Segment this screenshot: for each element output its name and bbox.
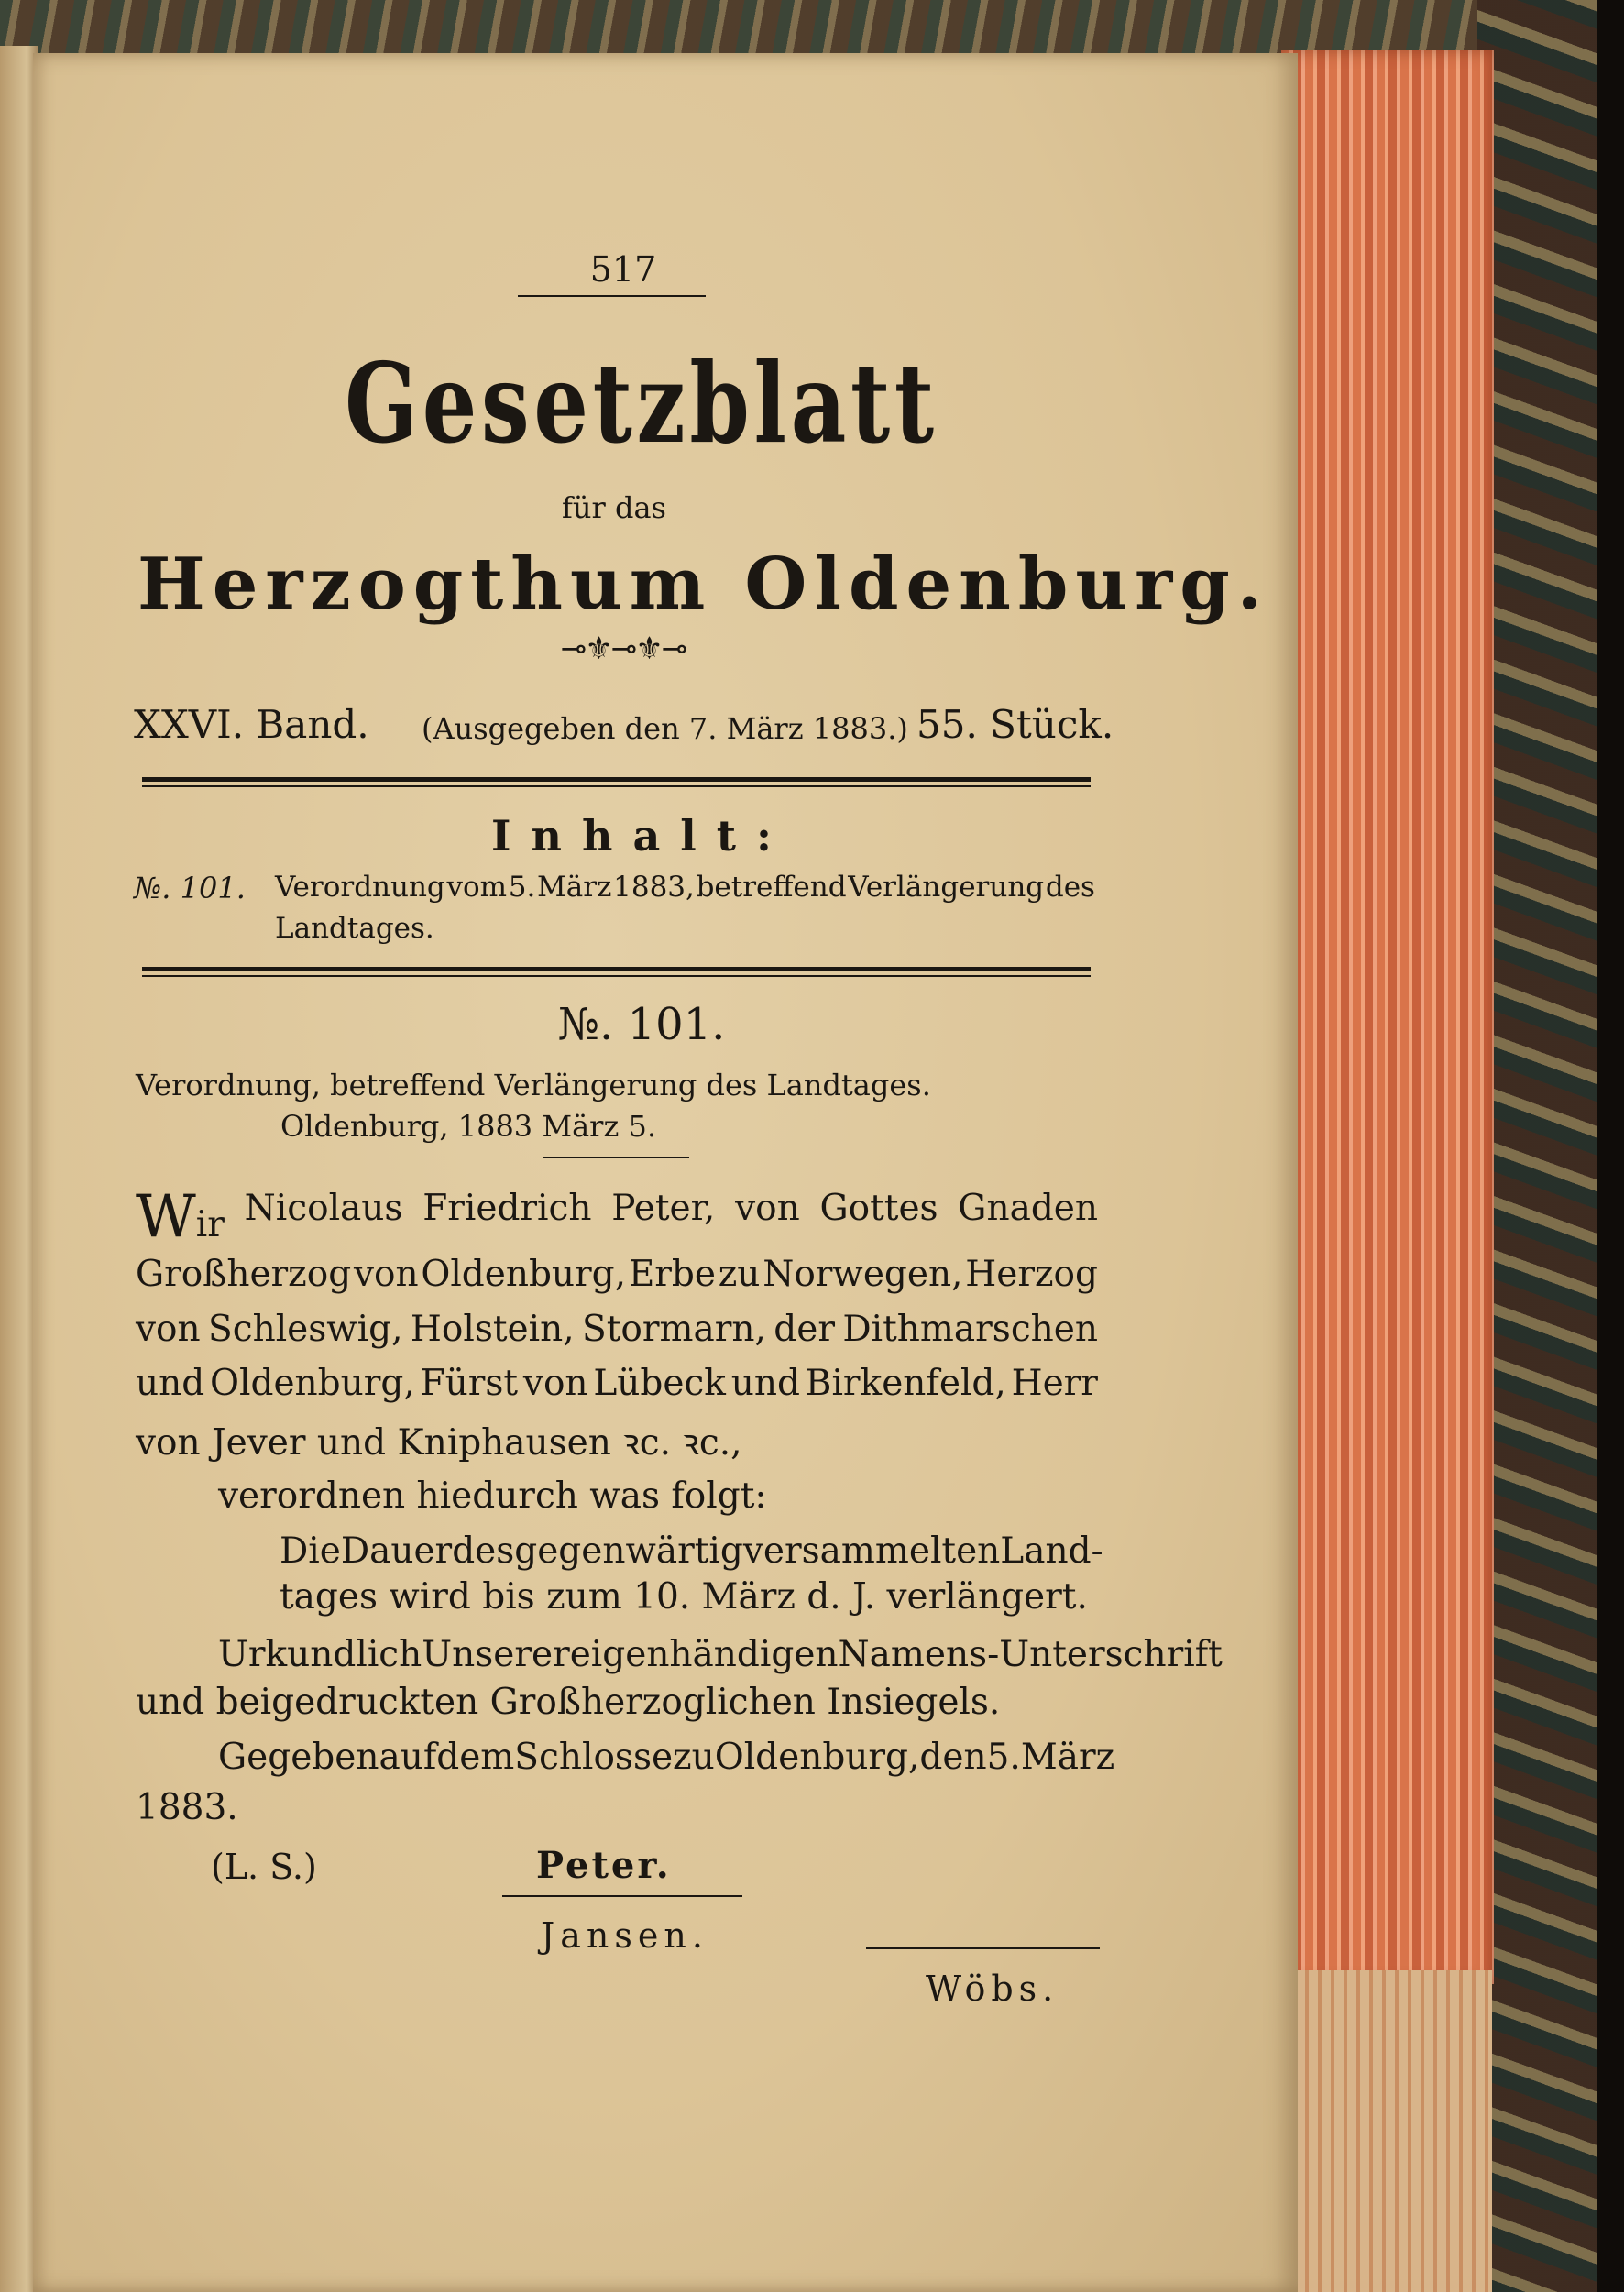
contents-heading: Inhalt:	[491, 811, 792, 861]
signature-peter: Peter.	[536, 1844, 672, 1887]
word: zu	[673, 1737, 715, 1778]
word: auf	[379, 1737, 437, 1778]
word: Friedrich	[422, 1188, 592, 1229]
preamble-line-5: von Jever und Kniphausen ꝛc. ꝛc.,	[136, 1422, 742, 1464]
word: des	[1045, 871, 1095, 904]
word: betreffend	[696, 871, 847, 904]
urkund-line-2: und beigedruckten Großherzoglichen Insiegels.	[136, 1682, 1001, 1723]
word: von	[735, 1188, 800, 1229]
header-double-rule-bottom	[142, 785, 1091, 787]
word: Oldenburg,	[421, 1254, 627, 1295]
drop-cap: W	[136, 1183, 196, 1251]
ordinance-number: №. 101.	[557, 999, 726, 1050]
word: Schlosse	[514, 1737, 674, 1778]
word: des	[452, 1530, 515, 1572]
word: 5.	[986, 1737, 1021, 1778]
word: Schleswig,	[208, 1309, 403, 1350]
page-number-rule	[518, 295, 706, 297]
word: Stormarn,	[582, 1309, 766, 1350]
word: Oldenburg,	[210, 1363, 415, 1404]
journal-title-connector: für das	[562, 490, 666, 525]
signature-jansen: Jansen.	[541, 1915, 708, 1956]
word: März	[537, 871, 612, 904]
header-double-rule-top	[142, 777, 1091, 782]
word: dem	[436, 1737, 515, 1778]
word: gegenwärtig	[514, 1530, 743, 1572]
word: Herr	[1011, 1363, 1098, 1404]
issue-date: (Ausgegeben den 7. März 1883.)	[422, 711, 908, 746]
word: Peter,	[611, 1188, 716, 1229]
word: Dithmarschen	[842, 1309, 1098, 1350]
word: Unserer	[422, 1634, 570, 1675]
word: vom	[446, 871, 508, 904]
preamble-line-4	[136, 1363, 1098, 1404]
word: Holstein,	[410, 1309, 575, 1350]
word: den	[919, 1737, 987, 1778]
word: von	[136, 1309, 201, 1350]
signature-rule-1	[502, 1895, 742, 1897]
word: Norwegen,	[763, 1254, 963, 1295]
word: Fürst	[420, 1363, 519, 1404]
given-line-2: 1883.	[136, 1787, 238, 1828]
seal-mark: (L. S.)	[211, 1847, 317, 1887]
word: Dauer	[340, 1530, 453, 1572]
issue-number: 55. Stück.	[916, 702, 1114, 747]
word: Gottes	[819, 1188, 938, 1229]
contents-entry-line2: Landtages.	[275, 912, 434, 945]
verordnen-line: verordnen hiedurch was folgt:	[218, 1475, 767, 1517]
ornament-divider: ⊸⚜⊸⚜⊸	[560, 631, 686, 667]
word: Gnaden	[958, 1188, 1098, 1229]
page-block-edges	[1281, 50, 1494, 1984]
ordinance-place-date: Oldenburg, 1883 März 5.	[280, 1109, 657, 1144]
word: Namens-Unterschrift	[838, 1634, 1223, 1675]
word: und	[730, 1363, 800, 1404]
word: März	[1020, 1737, 1115, 1778]
word: Urkundlich	[218, 1634, 422, 1675]
contents-double-rule-bottom	[142, 975, 1091, 977]
word: ir	[195, 1204, 225, 1245]
word: 1883,	[613, 871, 695, 904]
word: Herzog	[965, 1254, 1098, 1295]
volume-label: XXVI. Band.	[134, 702, 369, 747]
given-line-1	[218, 1737, 1115, 1778]
preamble-line-3	[136, 1309, 1098, 1350]
page-block-edges-lower	[1283, 1970, 1492, 2292]
contents-double-rule-top	[142, 967, 1091, 971]
preamble-line-2	[136, 1254, 1098, 1295]
article-line-1	[280, 1530, 1103, 1572]
word: Gegeben	[218, 1737, 379, 1778]
word: Nicolaus	[244, 1188, 403, 1229]
word: Birkenfeld,	[805, 1363, 1006, 1404]
word: Oldenburg,	[714, 1737, 920, 1778]
word: von	[353, 1254, 419, 1295]
contents-entry-line1	[275, 871, 1095, 904]
ordinance-subject: Verordnung, betreffend Verlängerung des Landtages.	[136, 1068, 931, 1102]
cover-edge	[1597, 0, 1624, 2292]
ordinance-head-rule	[543, 1157, 689, 1158]
signature-woebs: Wöbs.	[926, 1968, 1059, 2009]
urkund-line-1	[218, 1634, 1223, 1675]
word: Lübeck	[593, 1363, 726, 1404]
word: Erbe	[628, 1254, 716, 1295]
word: eigenhändigen	[569, 1634, 839, 1675]
word	[136, 1183, 225, 1251]
word: der	[774, 1309, 835, 1350]
page-number: 517	[589, 249, 657, 290]
word: und	[136, 1363, 205, 1404]
word: Verordnung	[275, 871, 445, 904]
preamble-line-1	[136, 1183, 1098, 1251]
word: Verlängerung	[848, 871, 1045, 904]
journal-subtitle: Herzogthum Oldenburg.	[137, 543, 1269, 626]
word: versammelten	[742, 1530, 1001, 1572]
word: Großherzog	[136, 1254, 352, 1295]
word: von	[522, 1363, 588, 1404]
word: Land-	[1000, 1530, 1103, 1572]
journal-title: Gesetzblatt	[345, 339, 938, 468]
article-line-2: tages wird bis zum 10. März d. J. verlängert.	[280, 1576, 1088, 1618]
word: 5.	[508, 871, 536, 904]
signature-rule-2	[866, 1947, 1100, 1949]
word: zu	[718, 1254, 761, 1295]
word: Die	[280, 1530, 341, 1572]
contents-entry-number: №. 101.	[134, 871, 246, 905]
